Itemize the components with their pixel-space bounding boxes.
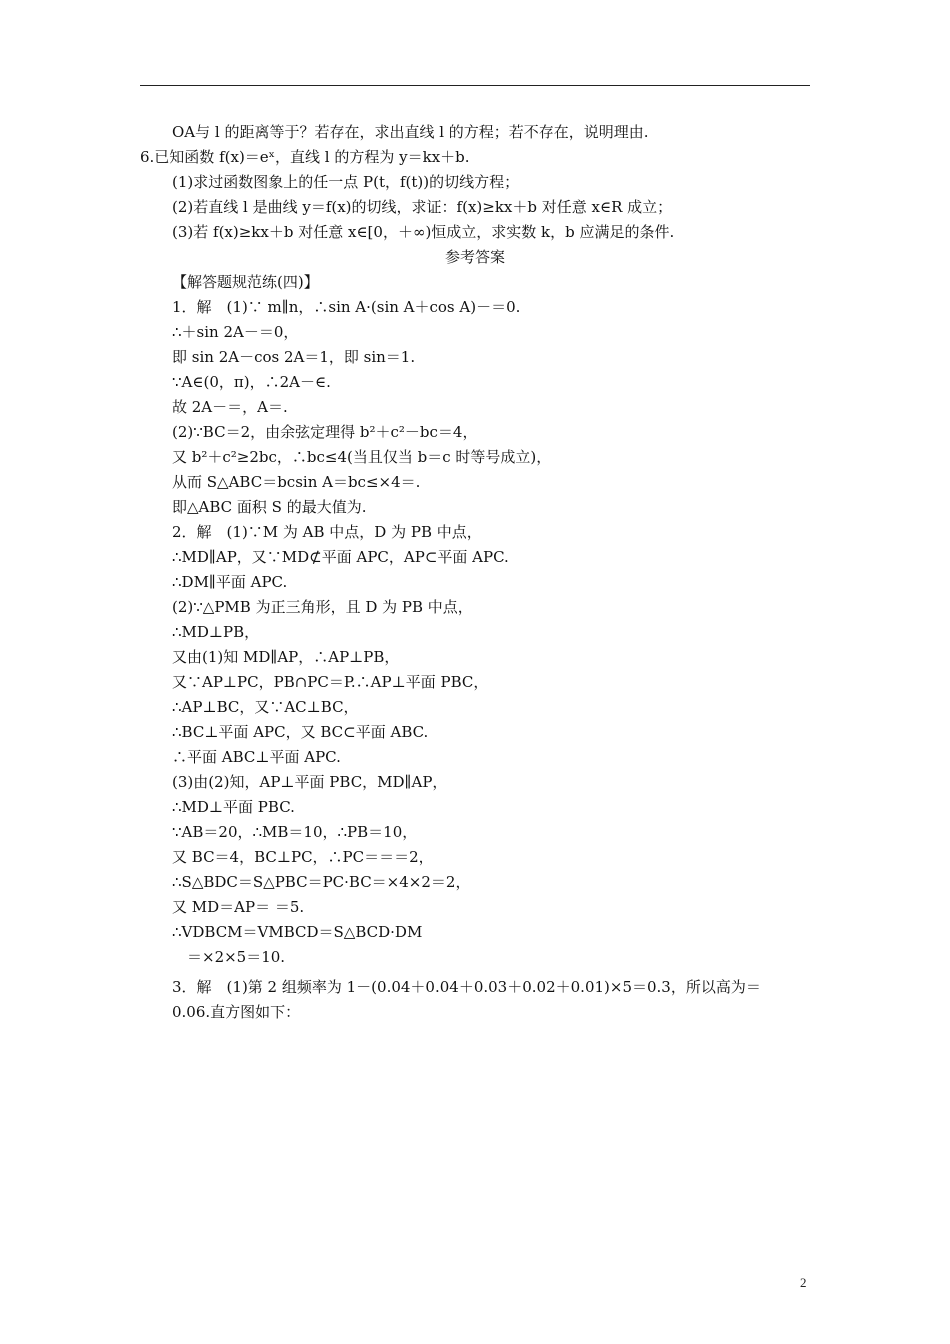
section-title: 【解答题规范练(四)】 — [172, 273, 319, 291]
solution-line: (2)∵△PMB 为正三角形，且 D 为 PB 中点， — [172, 598, 473, 616]
solution-line: 又由(1)知 MD∥AP，∴AP⊥PB， — [172, 648, 400, 666]
solution-line: 故 2A－＝，A＝. — [172, 398, 288, 416]
solution-line: ∴AP⊥BC，又∵AC⊥BC， — [172, 698, 359, 716]
header-rule — [140, 85, 810, 86]
page-number: 2 — [800, 1275, 807, 1290]
solution-line: 又∵AP⊥PC，PB∩PC＝P.∴AP⊥平面 PBC， — [172, 673, 489, 691]
solution-line: 又 b²＋c²≥2bc，∴bc≤4(当且仅当 b＝c 时等号成立)， — [172, 448, 552, 466]
solution-line: 又 BC＝4，BC⊥PC，∴PC＝＝＝2， — [172, 848, 434, 866]
question-6-part-1: (1)求过函数图象上的任一点 P(t，f(t))的切线方程； — [172, 173, 520, 191]
solution-3-line-1: 3．解 (1)第 2 组频率为 1－(0.04＋0.04＋0.03＋0.02＋0.01)×5＝0.3，所以高为＝ — [172, 978, 761, 996]
solution-line: (3)由(2)知，AP⊥平面 PBC，MD∥AP， — [172, 773, 448, 791]
solution-line: ∴MD⊥平面 PBC. — [172, 798, 295, 816]
solution-line: ∴平面 ABC⊥平面 APC. — [172, 748, 341, 766]
answer-heading: 参考答案 — [444, 248, 505, 266]
solution-line: ＝×2×5＝10. — [172, 948, 286, 966]
solution-line: 2．解 (1)∵M 为 AB 中点，D 为 PB 中点， — [172, 523, 482, 541]
question-5-continuation: OA与 l 的距离等于？若存在，求出直线 l 的方程；若不存在，说明理由. — [172, 123, 649, 141]
solution-line: ∵AB＝20，∴MB＝10，∴PB＝10， — [172, 823, 418, 841]
question-6-stem: 6.已知函数 f(x)＝eˣ，直线 l 的方程为 y＝kx＋b. — [140, 148, 470, 166]
solution-line: ∵A∈(0，π)，∴2A－∈. — [172, 373, 331, 391]
solution-line: ∴BC⊥平面 APC，又 BC⊂平面 ABC. — [172, 723, 429, 741]
solution-line: 1．解 (1)∵ m∥n，∴sin A·(sin A＋cos A)－＝0. — [172, 298, 521, 316]
solution-line: ∴VDBCM＝VMBCD＝S△BCD·DM — [172, 923, 423, 941]
solution-line: (2)∵BC＝2，由余弦定理得 b²＋c²－bc＝4， — [172, 423, 478, 441]
solution-line: 即 sin 2A－cos 2A＝1，即 sin＝1. — [172, 348, 416, 366]
solution-line: 即△ABC 面积 S 的最大值为. — [172, 498, 367, 516]
solution-line: ∴MD∥AP，又∵MD⊄平面 APC，AP⊂平面 APC. — [172, 548, 509, 566]
solution-line: ∴＋sin 2A－＝0， — [172, 323, 299, 341]
solution-3-line-2: 0.06.直方图如下： — [172, 1003, 301, 1021]
question-6-part-2: (2)若直线 l 是曲线 y＝f(x)的切线，求证：f(x)≥kx＋b 对任意 x∈R 成立； — [172, 198, 673, 216]
solution-line: ∴DM∥平面 APC. — [172, 573, 288, 591]
solution-line: ∴S△BDC＝S△PBC＝PC·BC＝×4×2＝2， — [172, 873, 471, 891]
solution-line: 从而 S△ABC＝bcsin A＝bc≤×4＝. — [172, 473, 421, 491]
solution-line: 又 MD＝AP＝ ＝5. — [172, 898, 305, 916]
solution-line: ∴MD⊥PB， — [172, 623, 260, 641]
question-6-part-3: (3)若 f(x)≥kx＋b 对任意 x∈[0，＋∞)恒成立，求实数 k，b 应满足的条件. — [172, 223, 675, 241]
